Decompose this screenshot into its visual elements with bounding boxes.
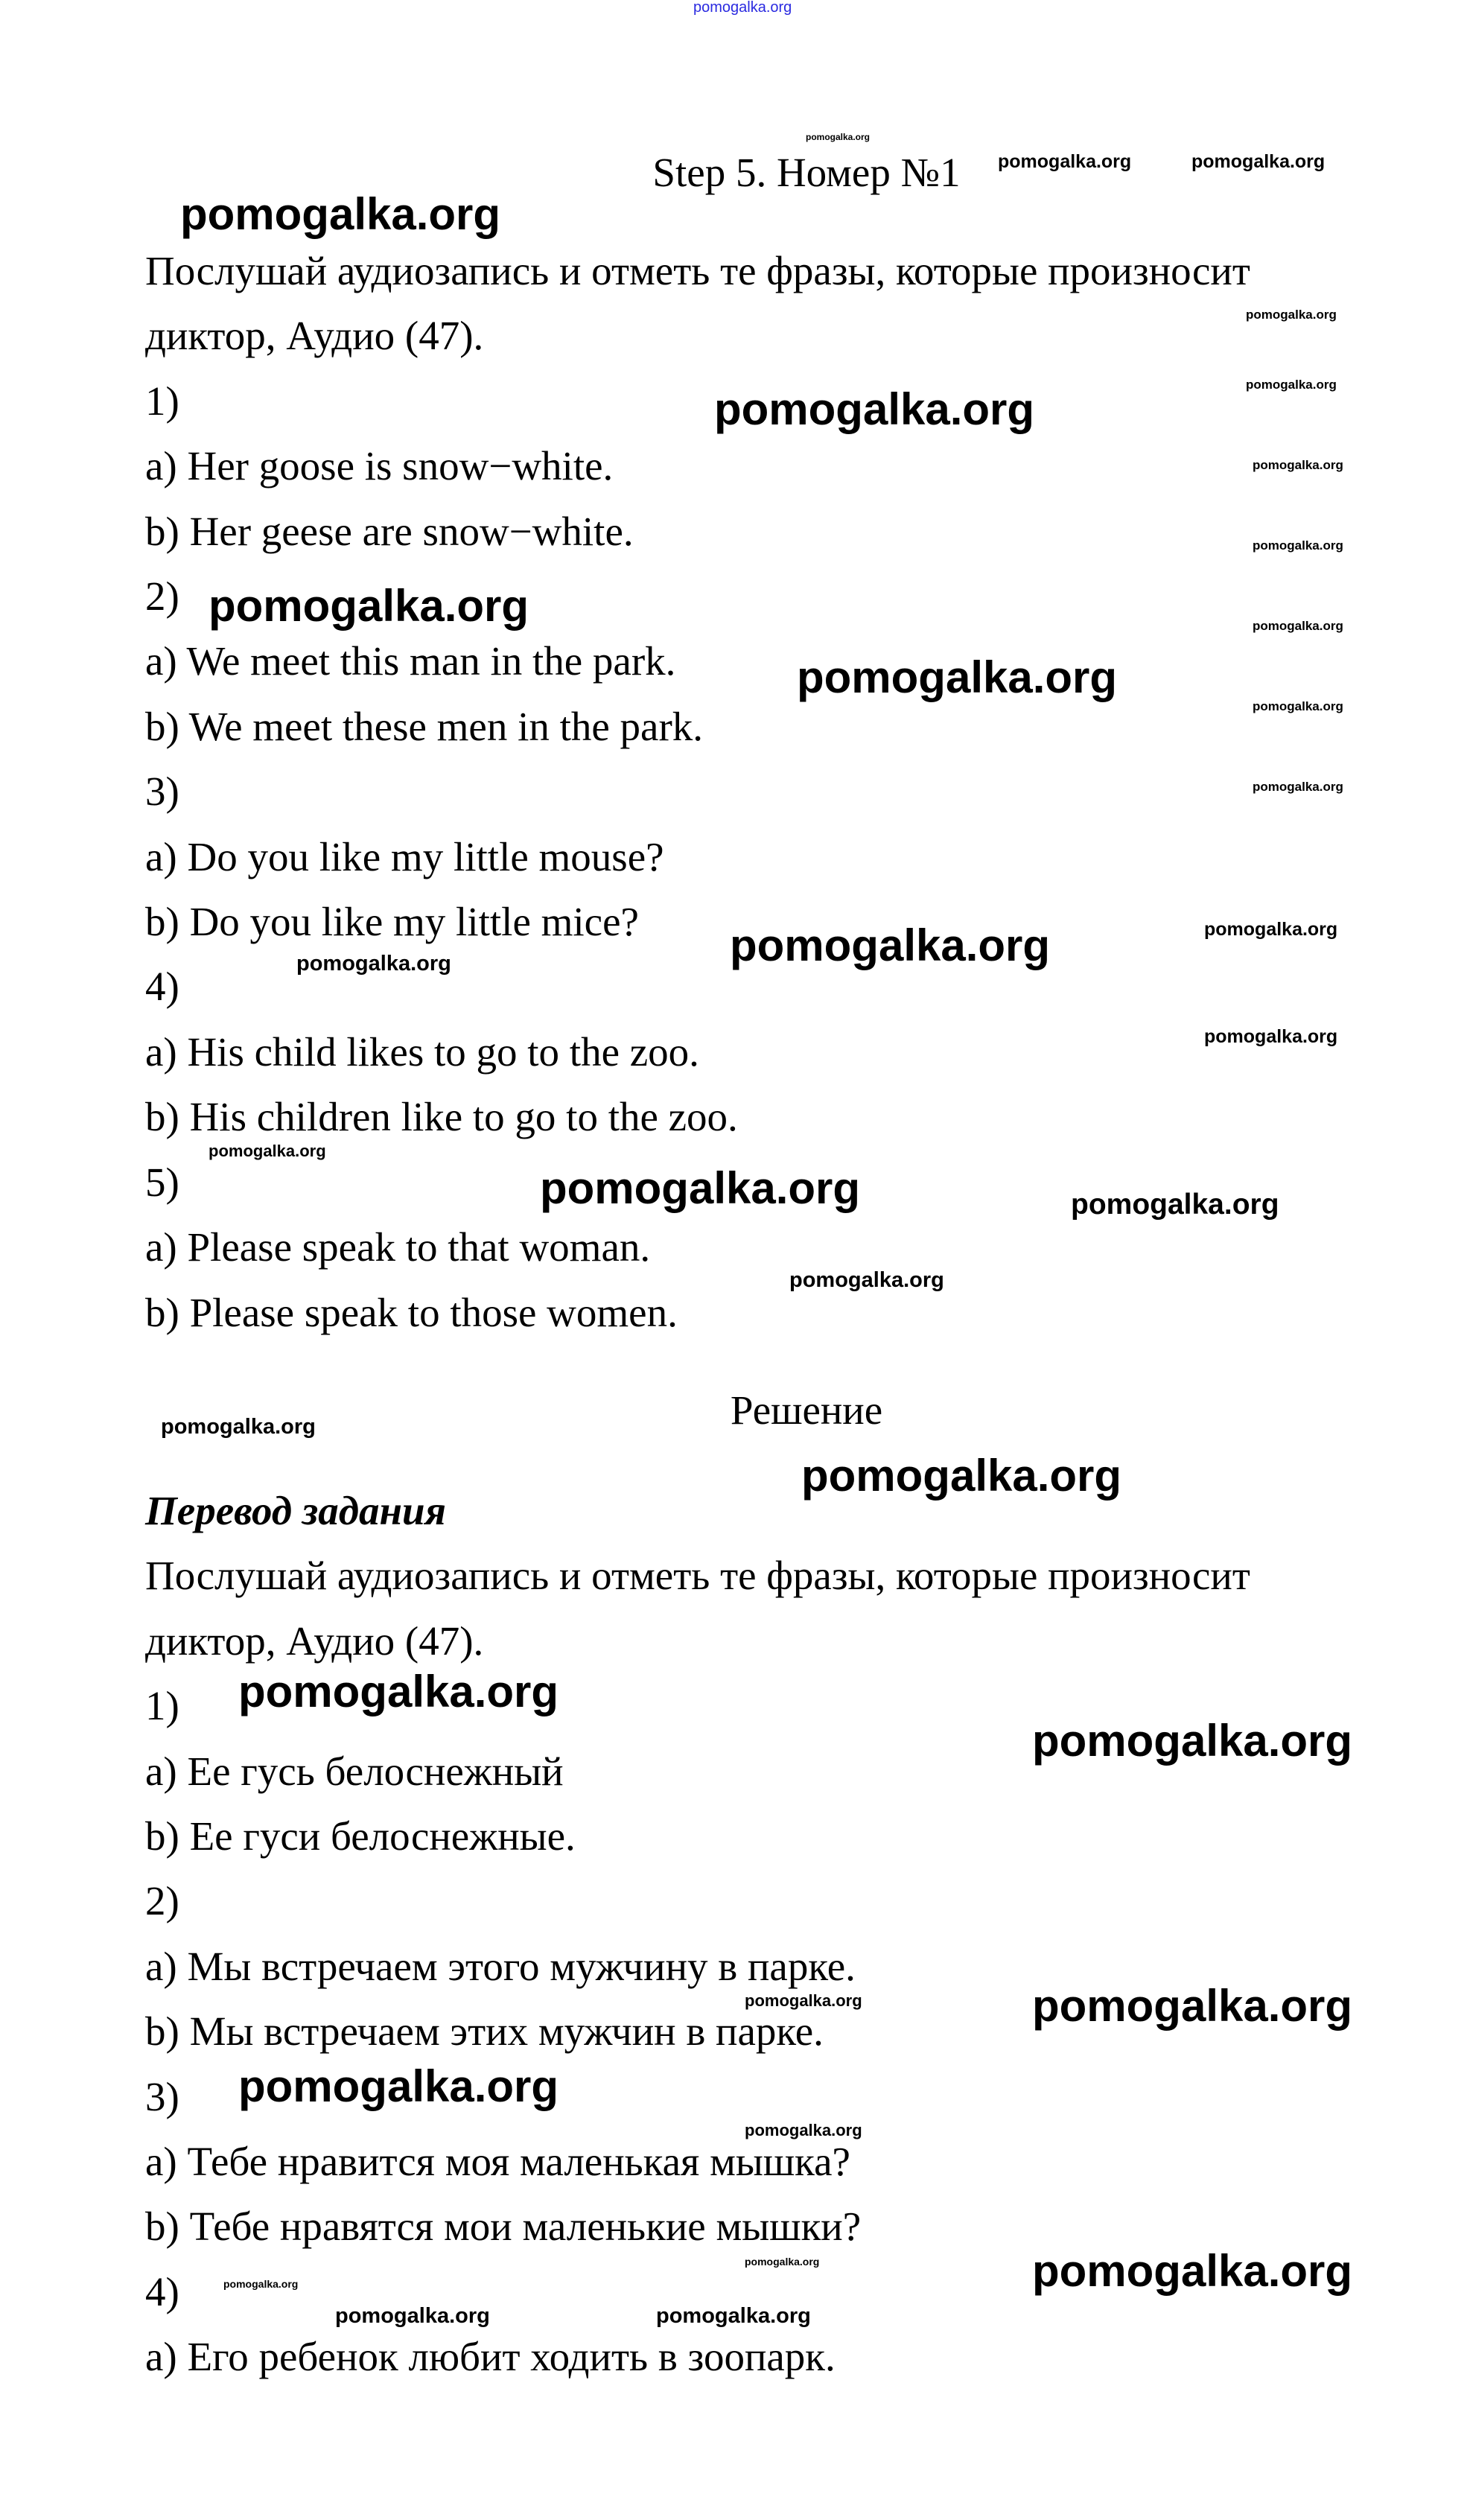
watermark: pomogalka.org bbox=[238, 1667, 559, 1716]
watermark: pomogalka.org bbox=[745, 1991, 862, 2010]
top-watermark-link[interactable]: pomogalka.org bbox=[693, 0, 792, 16]
watermark: pomogalka.org bbox=[1246, 378, 1337, 392]
task-line: b) His children like to go to the zoo. bbox=[145, 1094, 738, 1140]
watermark: pomogalka.org bbox=[1071, 1189, 1279, 1221]
task-line: a) Her goose is snow−white. bbox=[145, 443, 614, 489]
task-line: b) Her geese are snow−white. bbox=[145, 508, 634, 554]
task-line: a) Please speak to that woman. bbox=[145, 1224, 651, 1270]
translation-line: a) Тебе нравится моя маленькая мышка? bbox=[145, 2139, 850, 2185]
watermark: pomogalka.org bbox=[745, 2256, 820, 2268]
translation-line: 4) bbox=[145, 2268, 179, 2314]
translation-line: b) Ее гуси белоснежные. bbox=[145, 1813, 576, 1859]
watermark: pomogalka.org bbox=[998, 151, 1132, 172]
task-line: 4) bbox=[145, 964, 179, 1010]
watermark: pomogalka.org bbox=[1204, 919, 1338, 940]
watermark: pomogalka.org bbox=[238, 2061, 559, 2111]
translation-line: 3) bbox=[145, 2073, 179, 2119]
translation-line: диктор, Аудио (47). bbox=[145, 1617, 484, 1664]
translation-line: b) Мы встречаем этих мужчин в парке. bbox=[145, 2008, 824, 2055]
task-line: b) We meet these men in the park. bbox=[145, 703, 704, 749]
watermark: pomogalka.org bbox=[1253, 699, 1343, 713]
translation-line: 2) bbox=[145, 1878, 179, 1924]
watermark: pomogalka.org bbox=[797, 652, 1118, 702]
watermark: pomogalka.org bbox=[1253, 538, 1343, 553]
translation-line: a) Его ребенок любит ходить в зоопарк. bbox=[145, 2334, 836, 2380]
watermark: pomogalka.org bbox=[335, 2304, 490, 2328]
watermark: pomogalka.org bbox=[540, 1163, 861, 1213]
watermark: pomogalka.org bbox=[656, 2304, 811, 2328]
watermark: pomogalka.org bbox=[180, 189, 501, 239]
translation-line: a) Мы встречаем этого мужчину в парке. bbox=[145, 1943, 856, 1989]
translation-heading: Перевод задания bbox=[145, 1488, 446, 1533]
task-line: a) Do you like my little mouse? bbox=[145, 833, 664, 879]
task-line: a) We meet this man in the park. bbox=[145, 638, 676, 684]
watermark: pomogalka.org bbox=[1204, 1026, 1338, 1047]
watermark: pomogalka.org bbox=[1032, 1981, 1353, 2031]
watermark: pomogalka.org bbox=[209, 1142, 326, 1160]
watermark: pomogalka.org bbox=[801, 1451, 1122, 1501]
watermark: pomogalka.org bbox=[209, 581, 529, 631]
watermark: pomogalka.org bbox=[1191, 151, 1326, 172]
translation-line: 1) bbox=[145, 1683, 179, 1729]
watermark: pomogalka.org bbox=[161, 1415, 316, 1439]
task-line: 3) bbox=[145, 769, 179, 815]
solution-heading: Решение bbox=[730, 1387, 883, 1433]
task-line: 5) bbox=[145, 1159, 179, 1205]
task-line: Послушай аудиозапись и отметь те фразы, которые произносит bbox=[145, 248, 1250, 293]
task-line: диктор, Аудио (47). bbox=[145, 313, 484, 359]
watermark: pomogalka.org bbox=[1253, 619, 1343, 633]
watermark: pomogalka.org bbox=[1246, 308, 1337, 322]
watermark: pomogalka.org bbox=[745, 2121, 862, 2139]
task-line: b) Please speak to those women. bbox=[145, 1289, 678, 1335]
task-line: 2) bbox=[145, 573, 179, 620]
watermark: pomogalka.org bbox=[1253, 458, 1343, 472]
translation-line: a) Ее гусь белоснежный bbox=[145, 1748, 564, 1794]
task-line: 1) bbox=[145, 378, 179, 424]
page-title: Step 5. Номер №1 bbox=[652, 150, 961, 195]
watermark: pomogalka.org bbox=[296, 952, 451, 976]
watermark: pomogalka.org bbox=[730, 920, 1051, 970]
task-line: a) His child likes to go to the zoo. bbox=[145, 1028, 699, 1075]
watermark: pomogalka.org bbox=[1032, 2246, 1353, 2296]
watermark: pomogalka.org bbox=[714, 384, 1035, 434]
translation-line: b) Тебе нравятся мои маленькие мышки? bbox=[145, 2204, 862, 2250]
watermark: pomogalka.org bbox=[789, 1268, 944, 1292]
watermark: pomogalka.org bbox=[223, 2278, 299, 2290]
watermark: pomogalka.org bbox=[806, 132, 871, 142]
translation-line: Послушай аудиозапись и отметь те фразы, которые произносит bbox=[145, 1553, 1250, 1599]
watermark: pomogalka.org bbox=[1032, 1716, 1353, 1766]
task-line: b) Do you like my little mice? bbox=[145, 899, 639, 945]
watermark: pomogalka.org bbox=[1253, 780, 1343, 794]
